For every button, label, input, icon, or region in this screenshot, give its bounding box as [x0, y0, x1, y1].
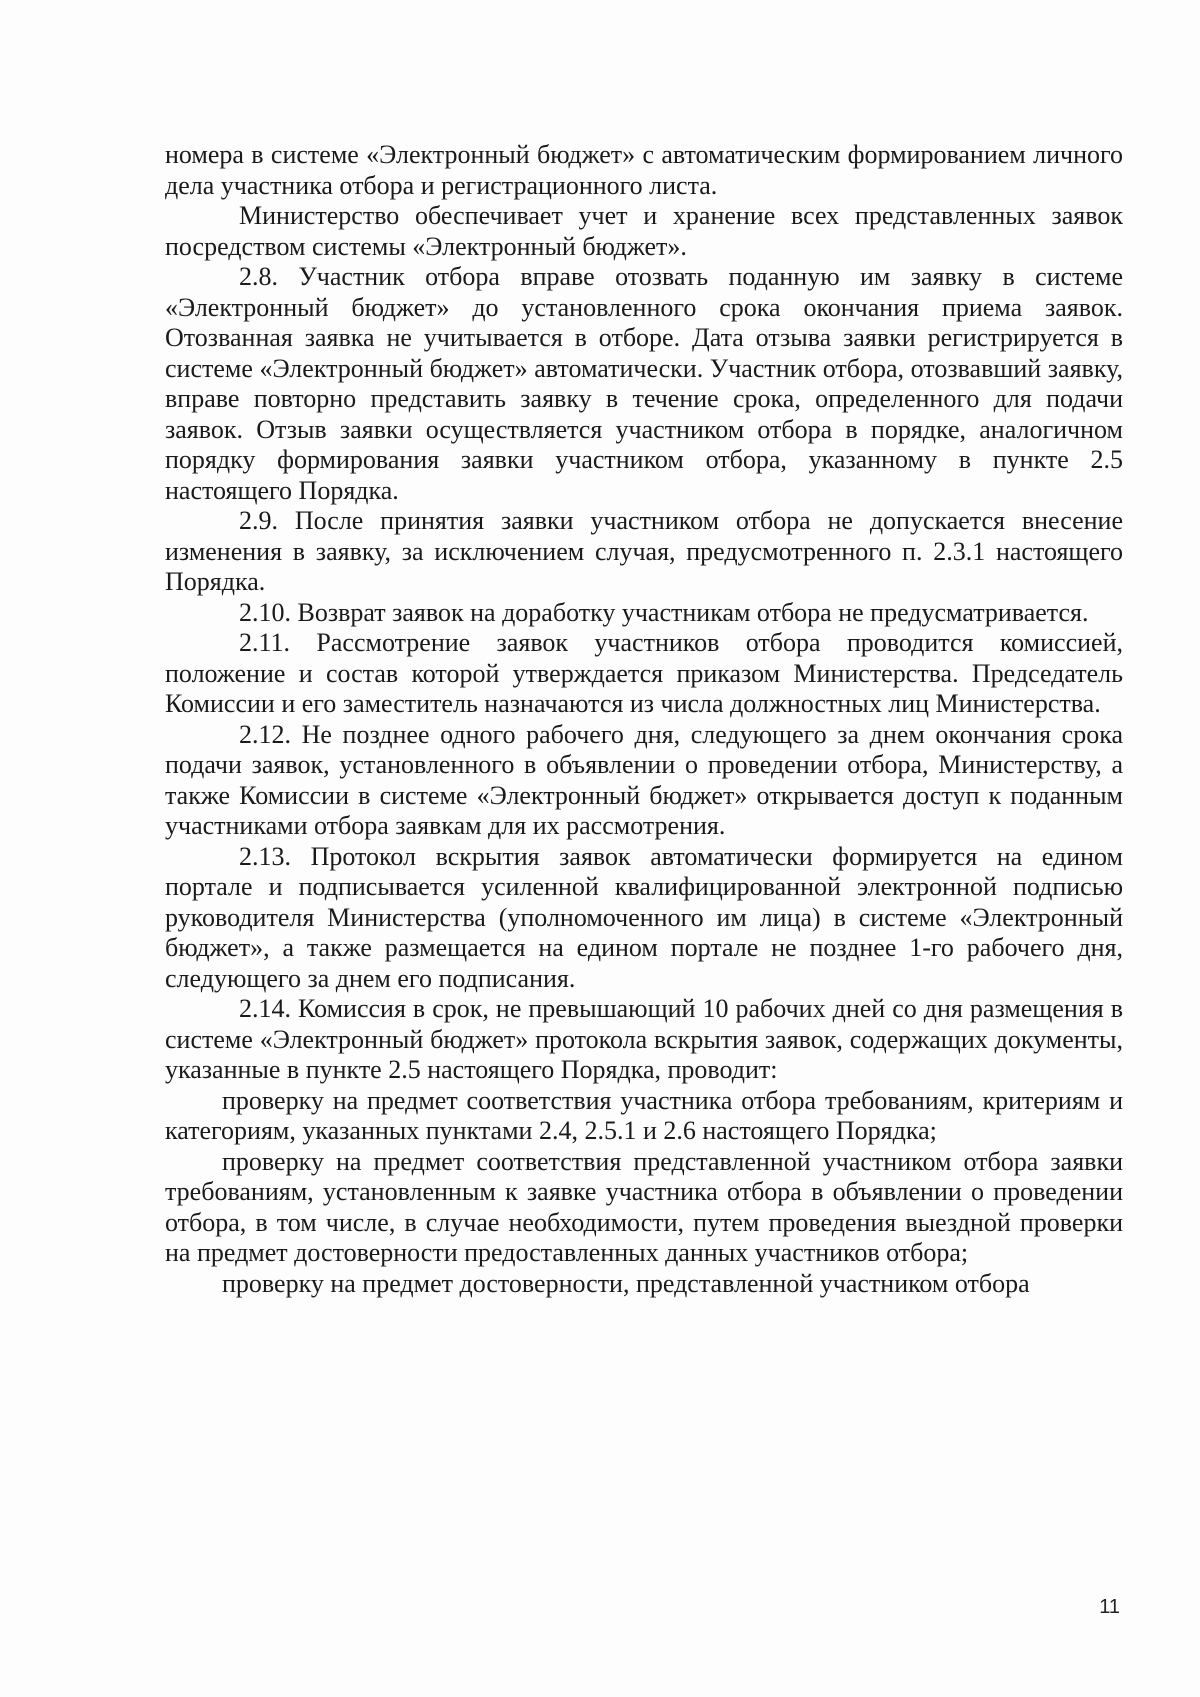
list-item-check-reliability: проверку на предмет достоверности, представленной участником отбора	[222, 1268, 1030, 1298]
document-body	[165, 140, 1123, 1299]
paragraph-2-10: 2.10. Возврат заявок на доработку участникам отбора не предусматривается.	[239, 597, 1089, 627]
paragraph-2-8: 2.8. Участник отбора вправе отозвать поданную им заявку в системе «Электронный бюджет» до установленного срока окончания приема заявок. Отозванная заявка не учитывается в отборе. Дата отзыва заявки регистрируется в системе «Электронный бюджет» автоматически. Участник отбора, отозвавший заявку, вправе повторно представить заявку в течение срока, определенного для подачи заявок. Отзыв заявки осуществляется участником отбора в порядке, аналогичном порядку формирования заявки участником отбора, указанному в пункте 2.5 настоящего Порядка.	[165, 262, 1123, 505]
paragraph-2-11: 2.11. Рассмотрение заявок участников отбора проводится комиссией, положение и состав которой утверждается приказом Министерства. Председатель Комиссии и его заместитель назначаются из числа должностных лиц Министерства.	[165, 628, 1123, 718]
paragraph-2-14: 2.14. Комиссия в срок, не превышающий 10 рабочих дней со дня размещения в системе «Электронный бюджет» протокола вскрытия заявок, содержащих документы, указанные в пункте 2.5 настоящего Порядка, проводит:	[165, 994, 1123, 1084]
page-number: 11	[1099, 1596, 1120, 1618]
list-item-check-criteria: проверку на предмет соответствия участника отбора требованиям, критериям и категориям, указанных пунктами 2.4, 2.5.1 и 2.6 настоящего Порядка;	[165, 1085, 1123, 1145]
paragraph-2-9: 2.9. После принятия заявки участником отбора не допускается внесение изменения в заявку, за исключением случая, предусмотренного п. 2.3.1 настоящего Порядка.	[165, 506, 1123, 596]
list-item-check-requirements: проверку на предмет соответствия представленной участником отбора заявки требованиям, установленным к заявке участника отбора в объявлении о проведении отбора, в том числе, в случае необходимости, путем проведения выездной проверки на предмет достоверности предоставленных данных участников отбора;	[165, 1146, 1123, 1267]
paragraph-storage: Министерство обеспечивает учет и хранение всех представленных заявок посредством системы «Электронный бюджет».	[165, 201, 1123, 261]
paragraph-2-12: 2.12. Не позднее одного рабочего дня, следующего за днем окончания срока подачи заявок, установленного в объявлении о проведении отбора, Министерству, а также Комиссии в системе «Электронный бюджет» открывается доступ к поданным участниками отбора заявкам для их рассмотрения.	[165, 719, 1123, 840]
paragraph-continuation: номера в системе «Электронный бюджет» с автоматическим формированием личного дела участника отбора и регистрационного листа.	[165, 140, 1123, 200]
paragraph-2-13: 2.13. Протокол вскрытия заявок автоматически формируется на едином портале и подписывается усиленной квалифицированной электронной подписью руководителя Министерства (уполномоченного им лица) в системе «Электронный бюджет», а также размещается на едином портале не позднее 1-го рабочего дня, следующего за днем его подписания.	[165, 841, 1123, 993]
